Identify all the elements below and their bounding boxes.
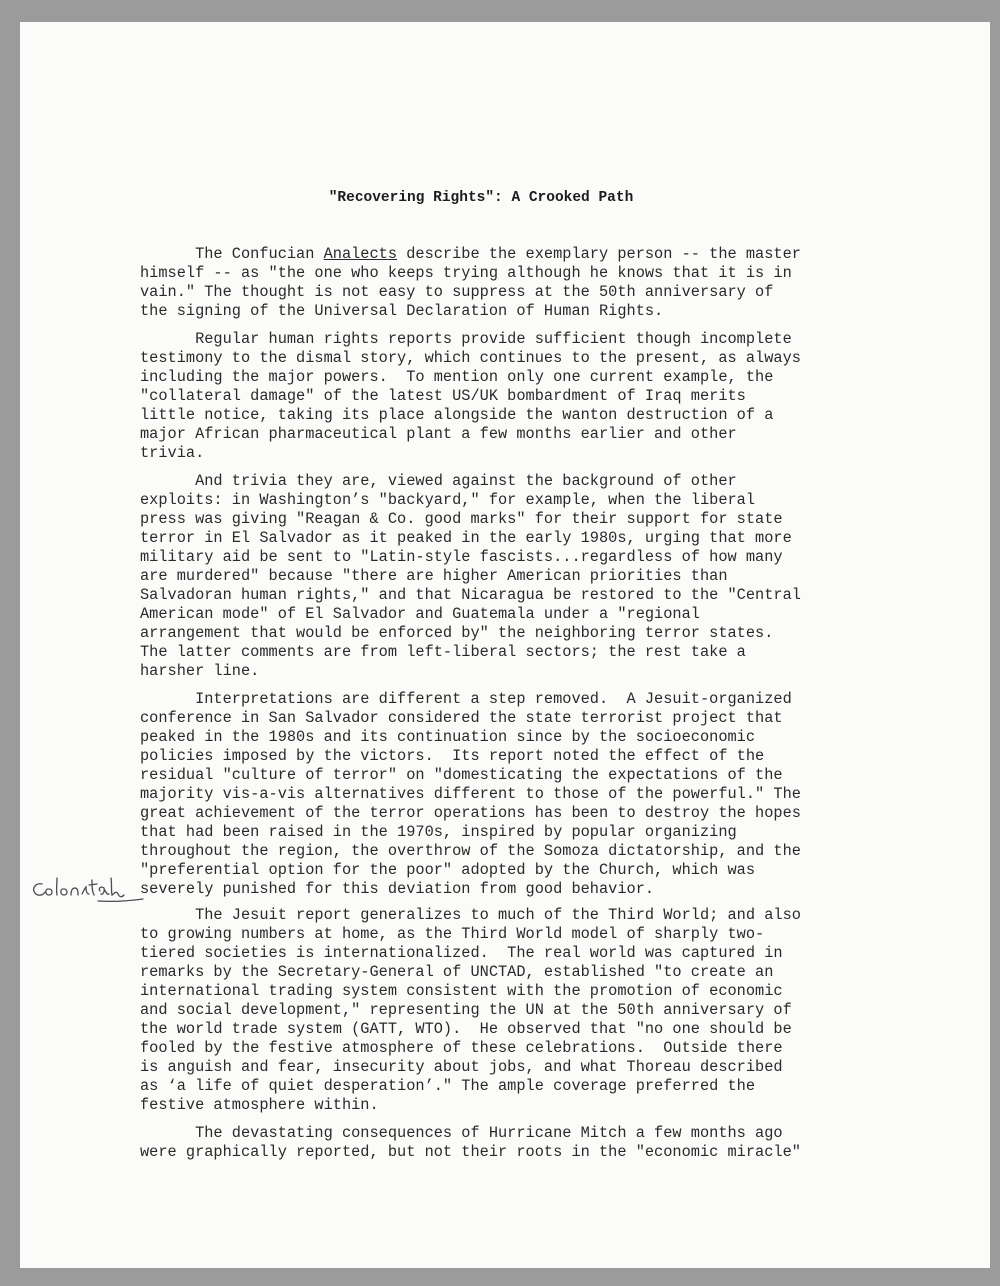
paragraph-3: And trivia they are, viewed against the background of other exploits: in Washington’s "backyard," for example, when the liberal press was giving "Reagan & Co. good marks" for their support for state terror in El Salvador as it peaked in the early 1980s, urging that more military aid be sent to "Latin-style fascists...regardless of how many are murdered" because "there are higher American priorities than Salvadoran human rights," and that Nicaragua be restored to the "Central American mode" of El Salvador and Guatemala under a "regional arrangement that would be enforced by" the neighboring terror states. The latter comments are from left-liberal sectors; the rest take a harsher line. [140,472,801,680]
document-title: "Recovering Rights": A Crooked Path [328,190,634,206]
document-page [20,22,990,1268]
paragraph-1-lead-end: describe the exemplary person -- the master [397,245,801,263]
handwritten-margin-note [28,870,148,910]
paragraph-1-body: himself -- as "the one who keeps trying although he knows that it is in vain." The thought is not easy to suppress at the 50th anniversary of the signing of the Universal Declaration of Human Rights. [140,264,792,320]
analects-underlined-title: Analects [323,245,398,263]
paragraph-1-lead: The Confucian [140,245,324,263]
paragraph-4: Interpretations are different a step removed. A Jesuit-organized conference in San Salvador considered the state terrorist project that peaked in the 1980s and its continuation since by the socioeconomic policies imposed by the victors. Its report noted the effect of the residual "culture of terror" on "domesticating the expectations of the majority vis-a-vis alternatives different to those of the powerful." The great achievement of the terror operations has been to destroy the hopes that had been raised in the 1970s, inspired by popular organizing throughout the region, the overthrow of the Somoza dictatorship, and the "preferential option for the poor" adopted by the Church, which was severely punished for this deviation from good behavior. [140,690,801,898]
paragraph-6: The devastating consequences of Hurricane Mitch a few months ago were graphically reported, but not their roots in the "economic miracle" [140,1124,801,1161]
paragraph-2: Regular human rights reports provide sufficient though incomplete testimony to the dismal story, which continues to the present, as always including the major powers. To mention only one current example, the "collateral damage" of the latest US/UK bombardment of Iraq merits little notice, taking its place alongside the wanton destruction of a major African pharmaceutical plant a few months earlier and other trivia. [140,330,801,462]
paragraph-1 [140,245,801,321]
paragraph-5: The Jesuit report generalizes to much of the Third World; and also to growing numbers at home, as the Third World model of sharply two- tiered societies is internationalized. The real world was captured in remarks by the Secretary-General of UNCTAD, established "to create an international trading system consistent with the promotion of economic and social development," representing the UN at the 50th anniversary of the world trade system (GATT, WTO). He observed that "no one should be fooled by the festive atmosphere of these celebrations. Outside there is anguish and fear, insecurity about jobs, and what Thoreau described as ‘a life of quiet desperation’." The ample coverage preferred the festive atmosphere within. [140,906,801,1114]
